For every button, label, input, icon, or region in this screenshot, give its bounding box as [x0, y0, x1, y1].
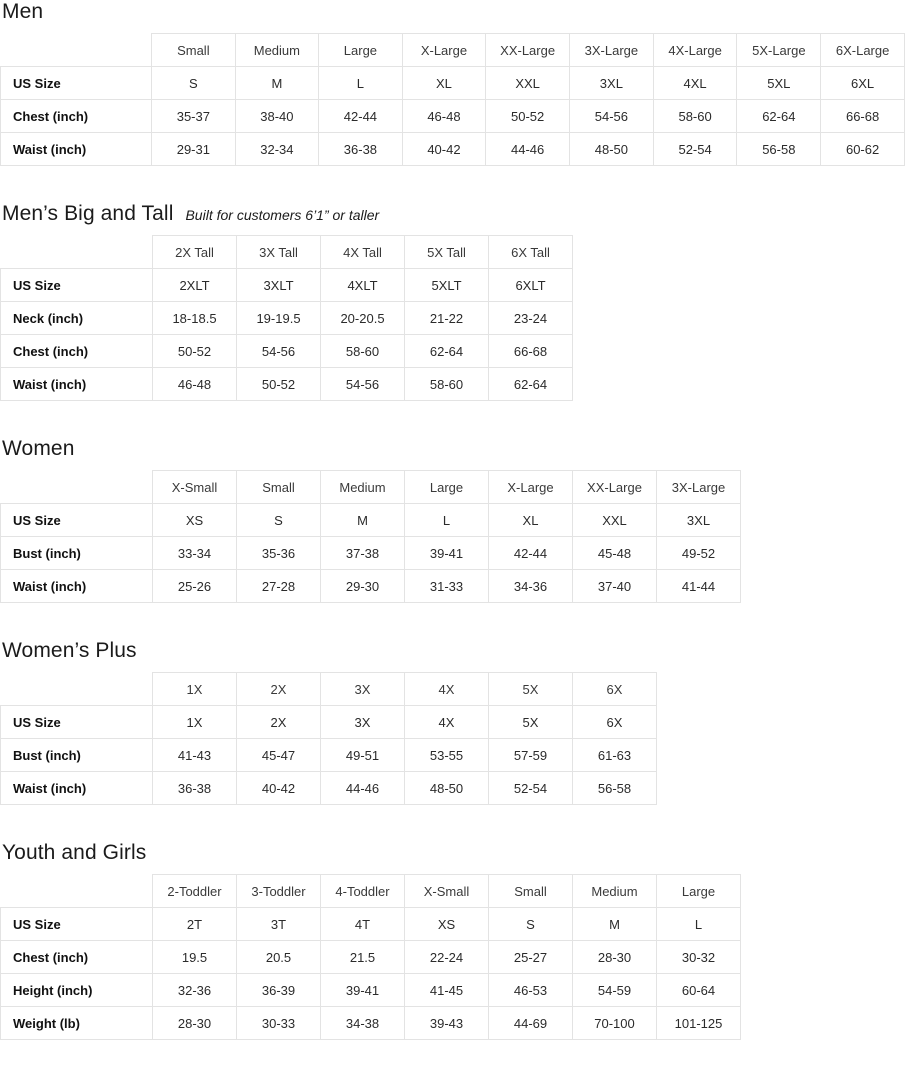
- table-cell: 56-58: [737, 133, 821, 166]
- table-cell: 41-45: [405, 974, 489, 1007]
- section-subtitle: Built for customers 6’1” or taller: [185, 207, 380, 223]
- table-cell: 44-46: [321, 772, 405, 805]
- table-cell: 5XLT: [405, 269, 489, 302]
- row-label: Height (inch): [1, 974, 153, 1007]
- table-cell: 33-34: [153, 537, 237, 570]
- table-cell: 3XL: [570, 67, 654, 100]
- section-title: Women’s Plus: [2, 639, 137, 662]
- table-cell: 70-100: [573, 1007, 657, 1040]
- row-label: US Size: [1, 67, 152, 100]
- table-cell: 60-64: [657, 974, 741, 1007]
- column-header: 2X Tall: [153, 236, 237, 269]
- column-header: 5X Tall: [405, 236, 489, 269]
- table-row: [1, 706, 657, 739]
- table-row: [1, 302, 573, 335]
- table-cell: 35-36: [237, 537, 321, 570]
- table-cell: 34-36: [489, 570, 573, 603]
- table-row: [1, 335, 573, 368]
- table-cell: L: [657, 908, 741, 941]
- table-cell: 40-42: [402, 133, 486, 166]
- size-table: [0, 235, 573, 401]
- column-header: 1X: [153, 673, 237, 706]
- table-cell: 5X: [489, 706, 573, 739]
- table-cell: M: [573, 908, 657, 941]
- table-cell: 46-53: [489, 974, 573, 1007]
- table-cell: 6X: [573, 706, 657, 739]
- table-cell: 39-43: [405, 1007, 489, 1040]
- size-section: [0, 202, 905, 437]
- column-header: 2-Toddler: [153, 875, 237, 908]
- table-cell: S: [152, 67, 235, 100]
- table-cell: 49-51: [321, 739, 405, 772]
- table-cell: 18-18.5: [153, 302, 237, 335]
- table-cell: 34-38: [321, 1007, 405, 1040]
- section-title: Youth and Girls: [2, 841, 147, 864]
- table-cell: 58-60: [405, 368, 489, 401]
- table-row: [1, 269, 573, 302]
- table-cell: 42-44: [489, 537, 573, 570]
- table-cell: 36-39: [237, 974, 321, 1007]
- size-section: [0, 437, 905, 639]
- table-cell: 30-32: [657, 941, 741, 974]
- table-row: [1, 133, 905, 166]
- table-row: [1, 504, 741, 537]
- table-cell: 44-46: [486, 133, 570, 166]
- table-cell: 31-33: [405, 570, 489, 603]
- table-cell: 49-52: [657, 537, 741, 570]
- size-table: [0, 874, 741, 1040]
- table-row: [1, 67, 905, 100]
- table-cell: M: [235, 67, 319, 100]
- table-cell: 66-68: [821, 100, 905, 133]
- table-row: [1, 100, 905, 133]
- table-cell: 19-19.5: [237, 302, 321, 335]
- table-cell: 42-44: [319, 100, 402, 133]
- table-cell: 3XLT: [237, 269, 321, 302]
- table-cell: XL: [402, 67, 486, 100]
- table-row: [1, 908, 741, 941]
- table-cell: 54-59: [573, 974, 657, 1007]
- table-cell: 58-60: [321, 335, 405, 368]
- table-cell: 28-30: [573, 941, 657, 974]
- column-header: 3X: [321, 673, 405, 706]
- section-spacer: [0, 805, 905, 841]
- row-label: Chest (inch): [1, 100, 152, 133]
- table-cell: 40-42: [237, 772, 321, 805]
- size-section: [0, 639, 905, 841]
- table-cell: 4X: [405, 706, 489, 739]
- table-cell: M: [321, 504, 405, 537]
- column-header: 6X Tall: [489, 236, 573, 269]
- table-cell: 50-52: [237, 368, 321, 401]
- table-cell: 6XLT: [489, 269, 573, 302]
- table-cell: 1X: [153, 706, 237, 739]
- table-cell: 41-43: [153, 739, 237, 772]
- table-cell: XS: [153, 504, 237, 537]
- column-header: Medium: [573, 875, 657, 908]
- table-cell: 66-68: [489, 335, 573, 368]
- table-cell: 45-47: [237, 739, 321, 772]
- table-cell: L: [405, 504, 489, 537]
- table-cell: 56-58: [573, 772, 657, 805]
- table-cell: 53-55: [405, 739, 489, 772]
- table-corner-cell: [1, 875, 153, 908]
- table-cell: 4XLT: [321, 269, 405, 302]
- row-label: US Size: [1, 706, 153, 739]
- table-cell: 5XL: [737, 67, 821, 100]
- table-cell: 25-27: [489, 941, 573, 974]
- table-row: [1, 739, 657, 772]
- column-header: XX-Large: [573, 471, 657, 504]
- table-row: [1, 772, 657, 805]
- table-cell: 30-33: [237, 1007, 321, 1040]
- column-header: Medium: [235, 34, 319, 67]
- column-header: 5X-Large: [737, 34, 821, 67]
- table-cell: 6XL: [821, 67, 905, 100]
- row-label: Waist (inch): [1, 570, 153, 603]
- column-header: 4X Tall: [321, 236, 405, 269]
- table-header-row: [1, 471, 741, 504]
- table-cell: 48-50: [570, 133, 654, 166]
- column-header: Small: [152, 34, 235, 67]
- table-cell: 4T: [321, 908, 405, 941]
- table-cell: 46-48: [153, 368, 237, 401]
- table-cell: 19.5: [153, 941, 237, 974]
- table-cell: 4XL: [653, 67, 737, 100]
- column-header: Medium: [321, 471, 405, 504]
- table-cell: 37-38: [321, 537, 405, 570]
- table-cell: 20-20.5: [321, 302, 405, 335]
- table-cell: 32-36: [153, 974, 237, 1007]
- section-title: Men’s Big and Tall: [2, 202, 174, 225]
- column-header: 2X: [237, 673, 321, 706]
- column-header: Small: [237, 471, 321, 504]
- table-cell: 61-63: [573, 739, 657, 772]
- table-cell: 62-64: [405, 335, 489, 368]
- table-cell: 38-40: [235, 100, 319, 133]
- column-header: Small: [489, 875, 573, 908]
- column-header: X-Small: [153, 471, 237, 504]
- column-header: Large: [657, 875, 741, 908]
- row-label: Chest (inch): [1, 941, 153, 974]
- table-cell: 3T: [237, 908, 321, 941]
- table-cell: 54-56: [570, 100, 654, 133]
- table-header-row: [1, 673, 657, 706]
- table-cell: XS: [405, 908, 489, 941]
- table-cell: 2X: [237, 706, 321, 739]
- table-cell: 50-52: [486, 100, 570, 133]
- column-header: Large: [405, 471, 489, 504]
- table-cell: 48-50: [405, 772, 489, 805]
- table-cell: S: [237, 504, 321, 537]
- table-cell: 21.5: [321, 941, 405, 974]
- table-cell: 41-44: [657, 570, 741, 603]
- row-label: Bust (inch): [1, 739, 153, 772]
- table-cell: 35-37: [152, 100, 235, 133]
- table-cell: 54-56: [237, 335, 321, 368]
- table-cell: 50-52: [153, 335, 237, 368]
- table-corner-cell: [1, 471, 153, 504]
- column-header: 4-Toddler: [321, 875, 405, 908]
- column-header: 3X Tall: [237, 236, 321, 269]
- size-table: [0, 33, 905, 166]
- size-section: [0, 841, 905, 1076]
- table-cell: 62-64: [489, 368, 573, 401]
- table-cell: 23-24: [489, 302, 573, 335]
- table-header-row: [1, 34, 905, 67]
- table-corner-cell: [1, 34, 152, 67]
- section-header: [0, 0, 905, 33]
- column-header: 3X-Large: [657, 471, 741, 504]
- row-label: US Size: [1, 504, 153, 537]
- section-title: Men: [2, 0, 44, 23]
- column-header: 6X: [573, 673, 657, 706]
- table-row: [1, 1007, 741, 1040]
- table-corner-cell: [1, 673, 153, 706]
- section-spacer: [0, 1040, 905, 1076]
- section-header: [0, 202, 905, 235]
- table-cell: 57-59: [489, 739, 573, 772]
- table-corner-cell: [1, 236, 153, 269]
- table-cell: 3XL: [657, 504, 741, 537]
- size-section: [0, 0, 905, 202]
- row-label: Waist (inch): [1, 368, 153, 401]
- table-cell: 36-38: [319, 133, 402, 166]
- section-spacer: [0, 166, 905, 202]
- size-table: [0, 470, 741, 603]
- row-label: Waist (inch): [1, 772, 153, 805]
- column-header: XX-Large: [486, 34, 570, 67]
- table-cell: 52-54: [653, 133, 737, 166]
- size-table: [0, 672, 657, 805]
- table-row: [1, 570, 741, 603]
- table-cell: 20.5: [237, 941, 321, 974]
- table-cell: L: [319, 67, 402, 100]
- row-label: Waist (inch): [1, 133, 152, 166]
- table-cell: 36-38: [153, 772, 237, 805]
- table-cell: 60-62: [821, 133, 905, 166]
- table-cell: 46-48: [402, 100, 486, 133]
- table-cell: 21-22: [405, 302, 489, 335]
- section-header: [0, 841, 905, 874]
- table-cell: 22-24: [405, 941, 489, 974]
- table-row: [1, 941, 741, 974]
- row-label: Weight (lb): [1, 1007, 153, 1040]
- column-header: 4X-Large: [653, 34, 737, 67]
- table-row: [1, 974, 741, 1007]
- section-spacer: [0, 603, 905, 639]
- table-cell: 27-28: [237, 570, 321, 603]
- column-header: 6X-Large: [821, 34, 905, 67]
- table-cell: 25-26: [153, 570, 237, 603]
- table-cell: 2T: [153, 908, 237, 941]
- table-cell: 62-64: [737, 100, 821, 133]
- table-cell: 44-69: [489, 1007, 573, 1040]
- column-header: 4X: [405, 673, 489, 706]
- table-cell: 45-48: [573, 537, 657, 570]
- row-label: US Size: [1, 269, 153, 302]
- table-row: [1, 368, 573, 401]
- table-cell: 28-30: [153, 1007, 237, 1040]
- column-header: Large: [319, 34, 402, 67]
- table-cell: 2XLT: [153, 269, 237, 302]
- table-cell: 52-54: [489, 772, 573, 805]
- table-cell: 54-56: [321, 368, 405, 401]
- column-header: X-Large: [402, 34, 486, 67]
- table-cell: XL: [489, 504, 573, 537]
- table-cell: 39-41: [321, 974, 405, 1007]
- table-cell: 29-31: [152, 133, 235, 166]
- section-header: [0, 437, 905, 470]
- row-label: US Size: [1, 908, 153, 941]
- row-label: Chest (inch): [1, 335, 153, 368]
- table-cell: 37-40: [573, 570, 657, 603]
- table-cell: 101-125: [657, 1007, 741, 1040]
- column-header: 3-Toddler: [237, 875, 321, 908]
- table-cell: 3X: [321, 706, 405, 739]
- table-cell: 39-41: [405, 537, 489, 570]
- table-cell: 29-30: [321, 570, 405, 603]
- column-header: X-Small: [405, 875, 489, 908]
- row-label: Bust (inch): [1, 537, 153, 570]
- table-cell: S: [489, 908, 573, 941]
- table-cell: 58-60: [653, 100, 737, 133]
- table-cell: 32-34: [235, 133, 319, 166]
- row-label: Neck (inch): [1, 302, 153, 335]
- column-header: X-Large: [489, 471, 573, 504]
- column-header: 5X: [489, 673, 573, 706]
- table-row: [1, 537, 741, 570]
- section-header: [0, 639, 905, 672]
- table-cell: XXL: [573, 504, 657, 537]
- section-title: Women: [2, 437, 75, 460]
- column-header: 3X-Large: [570, 34, 654, 67]
- section-spacer: [0, 401, 905, 437]
- table-header-row: [1, 875, 741, 908]
- table-cell: XXL: [486, 67, 570, 100]
- table-header-row: [1, 236, 573, 269]
